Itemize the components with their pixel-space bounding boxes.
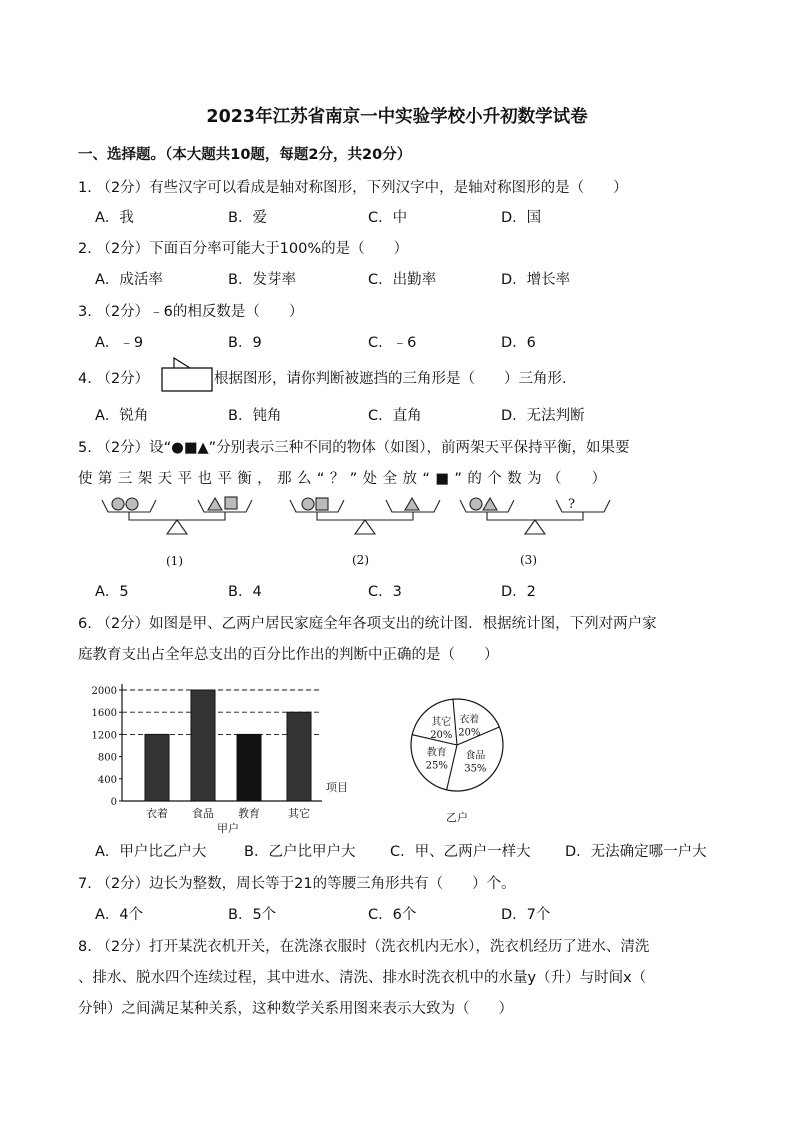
category-label: 衣着 xyxy=(146,807,168,820)
section-heading: 一、选择题。（本大题共10题，每题2分，共20分） xyxy=(78,147,412,163)
q1-option-c: C．中 xyxy=(368,210,408,226)
y-tick-label: 0 xyxy=(110,797,117,808)
q4-option-b: B．钝角 xyxy=(228,408,282,424)
scale-label-3: (3) xyxy=(520,553,537,567)
q3-option-c: C．﹣6 xyxy=(368,335,417,351)
category-label: 食品 xyxy=(192,807,214,820)
question-5-line1: 5. （2分）设“●■▲”分别表示三种不同的物体（如图），前两架天平保持平衡，如果要 xyxy=(78,440,630,456)
hidden-triangle-figure xyxy=(160,356,214,394)
pie-slice-label: 教育 xyxy=(426,747,447,759)
balance-scales-figure xyxy=(98,490,613,570)
page-title: 2023年江苏省南京一中实验学校小升初数学试卷 xyxy=(206,107,588,127)
q3-option-a: A．﹣9 xyxy=(95,335,144,351)
pie-slice-label: 衣着 xyxy=(459,714,480,726)
y-tick-label: 1600 xyxy=(91,708,117,720)
y-tick-label: 2000 xyxy=(91,686,117,697)
q5-option-b: B．4 xyxy=(228,584,262,600)
q3-option-d: D．6 xyxy=(501,335,536,351)
question-5-line2: 使 第 三 架 天 平 也 平 衡 ， 那 么 “ ？ ” 处 全 放 “ ■ ” 的 个 数 为 （ ） xyxy=(78,471,607,487)
q5-option-d: D．2 xyxy=(501,584,536,600)
question-8-line2: 、排水、脱水四个连续过程，其中进水、清洗、排水时洗衣机中的水量y（升）与时间x（ xyxy=(78,970,647,986)
q2-option-d: D．增长率 xyxy=(501,272,571,288)
q1-option-a: A．我 xyxy=(95,210,134,226)
bar xyxy=(237,734,261,801)
question-8-line1: 8. （2分）打开某洗衣机开关，在洗涤衣服时（洗衣机内无水），洗衣机经历了进水、清洗 xyxy=(78,939,650,955)
question-2-stem: 2. （2分）下面百分率可能大于100%的是（ ） xyxy=(78,241,409,257)
question-mark-label: ? xyxy=(568,497,575,512)
category-label: 其它 xyxy=(288,807,310,820)
q1-option-b: B．爱 xyxy=(228,210,267,226)
q4-option-c: C．直角 xyxy=(368,408,422,424)
q5-option-a: A．5 xyxy=(95,584,129,600)
bar xyxy=(145,734,169,801)
question-7-stem: 7. （2分）边长为整数，周长等于21的等腰三角形共有（ ）个。 xyxy=(78,876,516,892)
question-6-line1: 6. （2分）如图是甲、乙两户居民家庭全年各项支出的统计图．根据统计图，下列对两户家 xyxy=(78,616,657,632)
q6-option-c: C．甲、乙两户一样大 xyxy=(390,844,531,860)
q6-option-a: A．甲户比乙户大 xyxy=(95,844,207,860)
question-4-stem: 根据图形，请你判断被遮挡的三角形是（ ）三角形. xyxy=(214,371,567,387)
y-tick-label: 800 xyxy=(97,752,117,764)
balance-scale-3 xyxy=(460,498,610,534)
y-tick-label: 1200 xyxy=(91,730,117,742)
question-3-stem: 3. （2分）﹣6的相反数是（ ） xyxy=(78,304,304,320)
question-8-line3: 分钟）之间满足某种关系，这种数学关系用图来表示大致为（ ） xyxy=(78,1001,513,1017)
pie-slice-label: 其它 xyxy=(431,716,452,728)
q5-option-c: C．3 xyxy=(368,584,402,600)
pie-slice-percent: 25% xyxy=(425,760,448,772)
scale-label-2: (2) xyxy=(352,553,369,567)
y-tick-label: 400 xyxy=(97,774,117,786)
pie-chart-yi xyxy=(395,690,525,830)
q7-option-c: C．6个 xyxy=(368,907,417,923)
x-axis-label: 项目 xyxy=(326,781,348,794)
q6-option-d: D．无法确定哪一户大 xyxy=(565,844,707,860)
q2-option-b: B．发芽率 xyxy=(228,272,296,288)
bar-chart-jia xyxy=(90,676,360,836)
q3-option-b: B．9 xyxy=(228,335,262,351)
bar xyxy=(191,690,215,801)
q7-option-b: B．5个 xyxy=(228,907,277,923)
question-4-prefix: 4. （2分） xyxy=(78,371,150,387)
balance-scale-2 xyxy=(290,498,440,534)
q4-option-a: A．锐角 xyxy=(95,408,149,424)
q4-option-d: D．无法判断 xyxy=(501,408,585,424)
pie-slice-label: 食品 xyxy=(465,750,486,762)
q1-option-d: D．国 xyxy=(501,210,542,226)
category-label: 教育 xyxy=(238,807,260,820)
chart-caption: 甲户 xyxy=(217,822,239,835)
balance-scale-1 xyxy=(102,497,252,534)
bar xyxy=(287,712,311,801)
question-6-line2: 庭教育支出占全年总支出的百分比作出的判断中正确的是（ ） xyxy=(78,647,499,663)
q2-option-c: C．出勤率 xyxy=(368,272,437,288)
pie-slice-percent: 20% xyxy=(430,729,453,741)
chart-caption: 乙户 xyxy=(446,811,468,824)
pie-slice-percent: 35% xyxy=(464,763,487,775)
q6-option-b: B．乙户比甲户大 xyxy=(244,844,356,860)
q7-option-a: A．4个 xyxy=(95,907,144,923)
pie-slice-percent: 20% xyxy=(458,727,481,739)
q7-option-d: D．7个 xyxy=(501,907,551,923)
scale-label-1: (1) xyxy=(166,554,183,568)
q2-option-a: A．成活率 xyxy=(95,272,163,288)
question-1-stem: 1. （2分）有些汉字可以看成是轴对称图形，下列汉字中，是轴对称图形的是（ ） xyxy=(78,180,628,196)
